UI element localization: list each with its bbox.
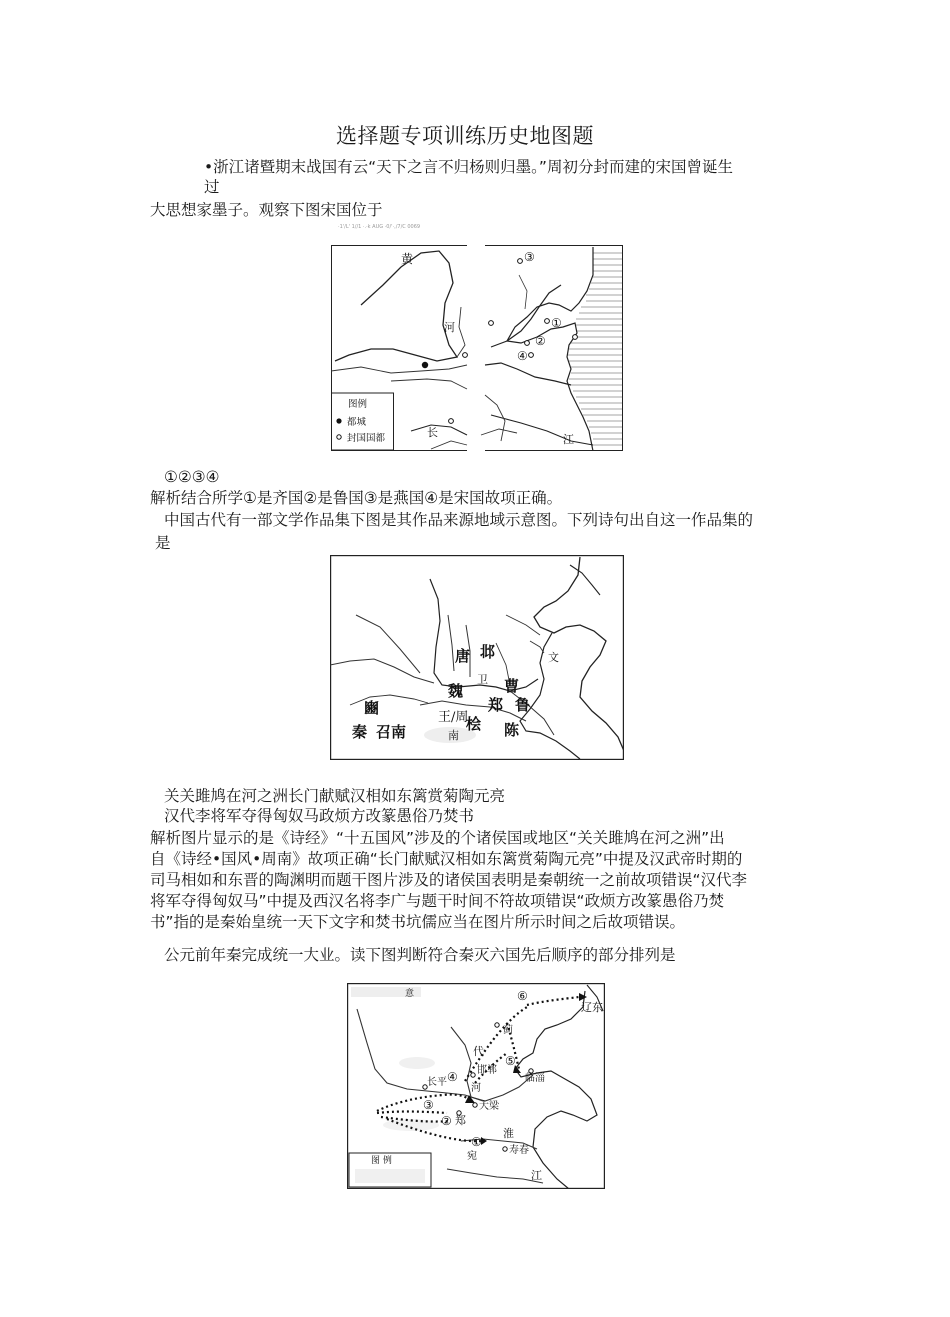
q3-map-label-3: ③ — [423, 1098, 434, 1112]
q1-options: ①②③④ — [164, 468, 220, 486]
q2-map-label-wen: 文 — [548, 651, 559, 664]
q2-option2: 汉代李将军夺得匈奴马政烦方改篆愚俗乃焚书 — [164, 807, 475, 825]
q2-map-label-tang: 唐 — [455, 647, 471, 665]
q2-map-label-nan: 南 — [448, 729, 459, 742]
q3-map-label-liaodong: 辽东 — [581, 1001, 603, 1014]
q1-map-label-3: ③ — [524, 250, 535, 264]
q3-map-label-zheng: 郑 — [455, 1114, 466, 1127]
q3-map-label-jiang: 江 — [531, 1169, 542, 1182]
q2-map-label-bei: 邶 — [480, 643, 496, 661]
q3-map-top-label: 意 — [405, 989, 415, 999]
q1-map-label-1: ① — [551, 316, 562, 330]
page-title: 选择题专项训练历史地图题 — [336, 124, 594, 148]
q2-map-label-wei2: 魏 — [448, 682, 464, 700]
q2-map-label-kuai: 桧 — [466, 715, 482, 733]
q2-map-label-chen: 陈 — [504, 721, 520, 739]
q3-map-label-dai: 代 — [473, 1045, 484, 1058]
q1-stem-line2: 过 — [204, 178, 220, 196]
q3-map-label-wan: 宛 — [467, 1151, 477, 1162]
q3-map-label-5: ⑤ — [505, 1054, 516, 1068]
q3-map-label-he: 河 — [471, 1083, 481, 1094]
q3-map-label-changping: 长平 — [427, 1077, 447, 1088]
q2-analysis-line5: 书”指的是秦始皇统一天下文字和焚书坑儒应当在图片所示时间之后故项错误。 — [150, 913, 686, 931]
q1-map-label-huang: 黄 — [401, 252, 414, 266]
q2-map-label-wei1: 卫 — [477, 673, 488, 686]
q1-stem-line3: 大思想家墨子。观察下图宋国位于 — [150, 201, 383, 219]
q3-map-label-huai: 淮 — [503, 1127, 514, 1140]
q2-map-label-bin: 豳 — [364, 699, 380, 717]
q1-legend-title: 图例 — [348, 399, 368, 410]
q2-map — [330, 555, 624, 760]
q3-map-label-ji: 蓟 — [503, 1025, 513, 1036]
q2-analysis-line4: 将军夺得匈奴马”中提及西汉名将李广与题干时间不符故项错误“政烦方改篆愚俗乃焚 — [150, 892, 725, 910]
q2-analysis-line2: 自《诗经•国风•周南》故项正确“长门献赋汉相如东篱赏菊陶元亮”中提及汉武帝时期的 — [150, 850, 743, 868]
q1-stem-line1: •浙江诸暨期末战国有云“天下之言不归杨则归墨。”周初分封而建的宋国曾诞生 — [204, 158, 733, 176]
q1-map-label-4: ④ — [517, 349, 528, 363]
q2-map-label-zheng: 郑 — [488, 696, 504, 714]
q3-map-label-linzi: 临淄 — [525, 1073, 545, 1084]
q3-map-label-4: ④ — [447, 1070, 458, 1084]
q3-legend-title: 图 例 — [371, 1156, 392, 1166]
q3-map-label-2: ② — [441, 1114, 452, 1128]
q3-stem: 公元前年秦完成统一大业。读下图判断符合秦灭六国先后顺序的部分排列是 — [164, 946, 676, 964]
q2-map-label-shaonan: 召南 — [376, 723, 407, 741]
q3-map-label-daliang: 大梁 — [479, 1101, 499, 1112]
q2-stem-line1: 中国古代有一部文学作品集下图是其作品来源地域示意图。下列诗句出自这一作品集的 — [164, 511, 754, 529]
q1-analysis: 解析结合所学①是齐国②是鲁国③是燕国④是宋国故项正确。 — [150, 489, 563, 507]
q3-map-label-1: ① — [471, 1135, 482, 1149]
q2-map-label-qin: 秦 — [352, 723, 368, 741]
q1-legend-fief: 封国国都 — [347, 433, 386, 444]
q1-map-label-2: ② — [535, 334, 546, 348]
q3-map — [347, 983, 605, 1189]
q2-analysis-line3: 司马相如和东晋的陶渊明而题干图片涉及的诸侯国表明是秦朝统一之前故项错误“汉代李 — [150, 871, 748, 889]
q2-map-label-cao: 曹 — [504, 677, 520, 695]
q3-map-label-6: ⑥ — [517, 989, 528, 1003]
q2-option1: 关关雎鸠在河之洲长门献赋汉相如东篱赏菊陶元亮 — [164, 787, 506, 805]
q1-map-label-jiang: 江 — [563, 433, 574, 446]
q2-analysis-line1: 解析图片显示的是《诗经》“十五国风”涉及的个诸侯国或地区“关关雎鸠在河之洲”出 — [150, 829, 725, 847]
q1-map-label-he: 河 — [444, 321, 455, 334]
q1-map-caption: ·1'/L' 1//1 ·.·k AUG ·0/'·,/7/C 0069 — [338, 224, 421, 230]
q2-map-label-wangzhou: 王/周 — [438, 710, 469, 725]
q1-map-label-chang: 长 — [427, 426, 438, 439]
q1-legend-capital: 都城 — [347, 417, 367, 428]
q2-map-label-lu: 鲁 — [515, 696, 531, 714]
q3-map-label-shouchun: 寿春 — [509, 1145, 529, 1156]
q2-stem-line2: 是 — [155, 534, 171, 552]
q3-map-label-handan: 邯郸 — [477, 1065, 497, 1076]
q1-map — [331, 245, 623, 451]
